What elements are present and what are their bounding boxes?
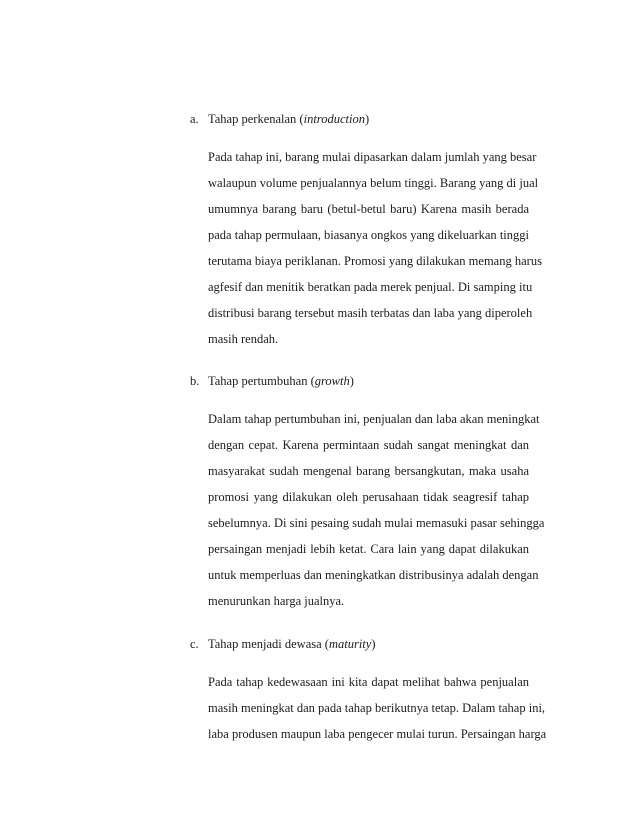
paragraph-line: distribusi barang tersebut masih terbatas dan laba yang diperoleh [208, 306, 533, 320]
paragraph-line: terutama biaya periklanan. Promosi yang dilakukan memang harus [208, 254, 542, 268]
paragraph-line: masih rendah. [208, 332, 279, 346]
section-title-term: growth [314, 374, 350, 388]
paragraph-line: untuk memperluas dan meningkatkan distribusinya adalah dengan [208, 568, 539, 582]
section-heading-c [190, 636, 375, 652]
paragraph-line: masyarakat sudah mengenal barang bersangkutan, maka usaha [208, 464, 529, 478]
paragraph-line: persaingan menjadi lebih ketat. Cara lain yang dapat dilakukan [208, 542, 529, 556]
section-marker: b. [190, 374, 200, 388]
paragraph-line: Pada tahap ini, barang mulai dipasarkan dalam jumlah yang besar [208, 150, 537, 164]
paragraph-line: menurunkan harga jualnya. [208, 594, 345, 608]
paragraph-line: promosi yang dilakukan oleh perusahaan tidak seagresif tahap [208, 490, 529, 504]
paragraph-line: laba produsen maupun laba pengecer mulai turun. Persaingan harga [208, 727, 547, 741]
section-title-close: ) [371, 637, 376, 651]
section-marker: a. [190, 112, 199, 126]
paragraph-line: umumnya barang baru (betul-betul baru) Karena masih berada [208, 202, 529, 216]
section-marker: c. [190, 637, 199, 651]
section-title-close: ) [349, 374, 354, 388]
section-title-term: introduction [303, 112, 365, 126]
section-paragraph-b [208, 411, 545, 619]
section-paragraph-a [208, 149, 542, 357]
paragraph-line: masih meningkat dan pada tahap berikutnya tetap. Dalam tahap ini, [208, 701, 546, 715]
section-title-term: maturity [328, 637, 372, 651]
paragraph-line: agfesif dan menitik beratkan pada merek penjual. Di samping itu [208, 280, 533, 294]
section-title: Tahap pertumbuhan ( [208, 374, 315, 388]
paragraph-line: walaupun volume penjualannya belum tinggi. Barang yang di jual [208, 176, 539, 190]
paragraph-line: pada tahap permulaan, biasanya ongkos yang dikeluarkan tinggi [208, 228, 529, 242]
paragraph-line: Dalam tahap pertumbuhan ini, penjualan dan laba akan meningkat [208, 412, 540, 426]
section-title: Tahap perkenalan ( [208, 112, 304, 126]
paragraph-line: Pada tahap kedewasaan ini kita dapat melihat bahwa penjualan [208, 675, 529, 689]
section-heading-b [190, 373, 354, 389]
section-title-close: ) [364, 112, 370, 126]
section-title: Tahap menjadi dewasa ( [208, 637, 329, 651]
paragraph-line: sebelumnya. Di sini pesaing sudah mulai memasuki pasar sehingga [208, 516, 545, 530]
paragraph-line: dengan cepat. Karena permintaan sudah sangat meningkat dan [208, 438, 529, 452]
section-paragraph-c [208, 674, 547, 752]
section-heading-a [190, 111, 369, 127]
